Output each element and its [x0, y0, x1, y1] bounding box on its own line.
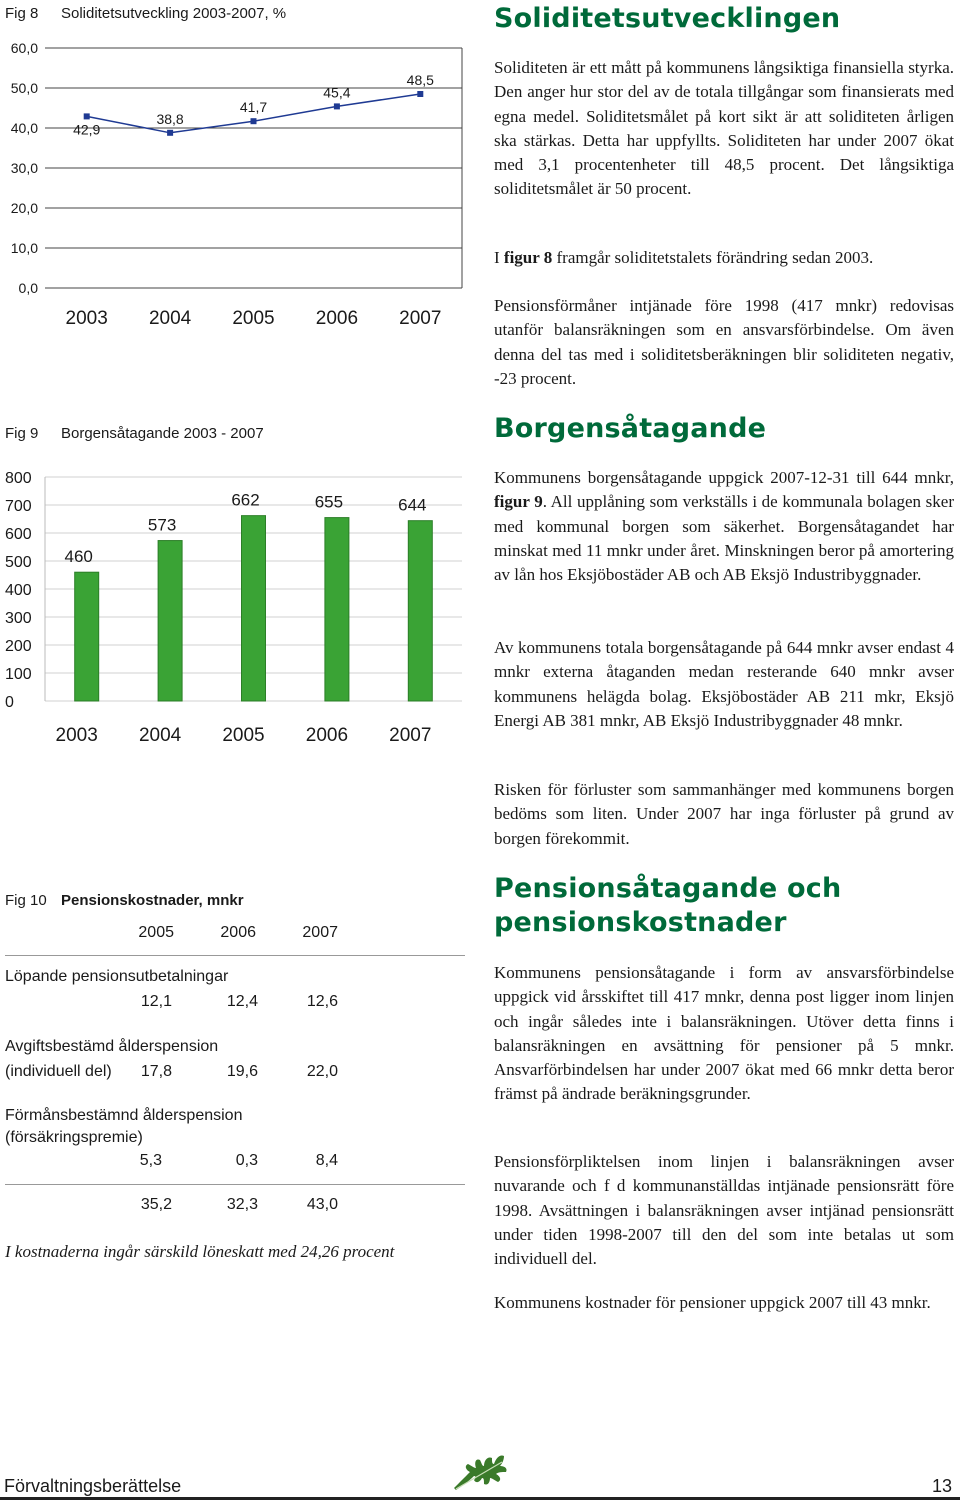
fig8-ytick-label: 50,0: [10, 80, 38, 96]
fig9-ytick-label: 300: [5, 610, 32, 627]
figur8-reference: figur 8: [503, 248, 553, 267]
fig8-ytick-label: 40,0: [10, 120, 38, 136]
fig8-data-label: 38,8: [156, 110, 184, 127]
fig10-row2-label2: (individuell del): [5, 1063, 112, 1080]
fig10-row2-label: Avgiftsbestämd ålderspension: [5, 1038, 219, 1055]
fig8-point: [167, 130, 173, 136]
fig10-row1-2005: 12,1: [140, 993, 172, 1010]
fig8-number: Fig 8: [5, 5, 39, 22]
fig10-row1-2006: 12,4: [226, 993, 258, 1010]
fig8-point: [417, 91, 423, 97]
para-borgen-fordelning: Av kommunens totala borgensåtagande på 644 mnkr avser endast 4 mnkr externa åtaganden medan resterande 640 mnkr avser kommunens helägda bolag. Eksjöbostäder AB 211 mkr, Eksjö Energi AB 381 mnkr, AB Eksjö Industribyggnader 48 mnkr.: [494, 638, 954, 730]
fig9-xtick-label: 2005: [222, 725, 265, 746]
fig10-row3-2005: 5,3: [139, 1152, 162, 1169]
fig9-xtick-label: 2003: [55, 725, 98, 746]
fig9-data-label: 662: [231, 490, 260, 510]
fig9-caption: [5, 425, 264, 442]
fig8-caption: [5, 5, 286, 22]
fig9-ytick-label: 600: [5, 526, 32, 543]
oak-leaf-icon: [446, 1438, 516, 1494]
fig8-ytick-label: 0,0: [18, 280, 38, 296]
fig10-row2-2006: 19,6: [226, 1063, 258, 1080]
fig10-row1-2007: 12,6: [306, 993, 338, 1010]
fig8-ytick-label: 60,0: [10, 40, 38, 56]
heading-soliditetsutvecklingen: Soliditetsutvecklingen: [494, 3, 841, 34]
fig10-row2-2005: 17,8: [140, 1063, 172, 1080]
fig8-ytick-label: 30,0: [10, 160, 38, 176]
fig9-ytick-label: 800: [5, 470, 32, 487]
fig8-xtick-label: 2003: [65, 308, 108, 329]
fig8-xtick-label: 2006: [315, 308, 359, 329]
fig8-data-label: 45,4: [323, 84, 351, 101]
para-borgen-text-a: Kommunens borgensåtagande uppgick 2007-12-31 till 644 mnkr,: [494, 468, 954, 487]
fig8-line-chart: [0, 30, 470, 340]
fig8-data-label: 42,9: [73, 121, 101, 138]
footer-section-title: Förvaltningsberättelse: [4, 1476, 182, 1496]
fig8-ytick-label: 10,0: [10, 240, 38, 256]
fig10-year-2006: 2006: [220, 924, 256, 941]
fig9-ytick-label: 200: [5, 638, 32, 655]
para-borgen-uppgick: [494, 466, 954, 587]
fig10-total-2005: 35,2: [140, 1196, 172, 1213]
fig10-year-2005: 2005: [138, 924, 174, 941]
fig9-xtick-label: 2004: [138, 725, 182, 746]
fig9-data-label: 655: [314, 492, 344, 512]
para-pensionsatagande: Kommunens pensionsåtagande i form av ansvarsförbindelse uppgick vid årsskiftet till 417 mnkr, denna post ligger inom linjen och ingår således inte i balansräkningen. Utöver detta finns i balansräkningen en avsättning för pensioner på 5 mnkr. Ansvarförbindelsen har under 2007 ökat med 66 mnkr detta beror främst på ändrade beräkningsgrunder.: [494, 963, 954, 1104]
fig8-xtick-label: 2004: [148, 308, 192, 329]
figur9-reference: figur 9: [494, 492, 543, 512]
fig10-year-2007: 2007: [302, 924, 338, 941]
fig10-total-2007: 43,0: [306, 1196, 338, 1213]
heading-pensionsatagande: Pensionsåtagande och pensionskostnader: [494, 873, 842, 938]
para-figur8-ref: [494, 246, 954, 270]
fig8-data-label: 48,5: [406, 72, 434, 88]
fig9-ytick-label: 0: [5, 694, 14, 711]
fig10-row3-label: Förmånsbestämnd ålderspension: [5, 1107, 243, 1124]
fig10-total-2006: 32,3: [226, 1196, 258, 1213]
fig8-point: [251, 118, 257, 124]
footer-page-number: 13: [931, 1476, 952, 1496]
fig9-data-label: 644: [398, 495, 427, 515]
fig9-bar: [408, 521, 432, 701]
para-borgen-text-c: . All upplåning som verkställs i de kommunala bolagen sker med kommunal borgen som säkerhet. Borgensåtagandet har minskat med 11 mnkr under året. Minskningen beror på amortering av lån hos Eksjöbostäder AB och AB Eksjö Industribyggnader.: [494, 492, 954, 585]
para-figur8-text-a: I: [494, 248, 504, 267]
fig10-row3-2006: 0,3: [235, 1152, 258, 1169]
fig9-data-label: 460: [64, 547, 93, 567]
fig10-row2-2007: 22,0: [306, 1063, 338, 1080]
fig9-ytick-label: 400: [5, 582, 32, 599]
footer-rule: [0, 1497, 960, 1500]
fig9-ytick-label: 100: [5, 666, 32, 683]
fig10-row3-2007: 8,4: [315, 1152, 338, 1169]
fig9-bar: [75, 572, 99, 701]
fig10-title: Pensionskostnader, mnkr: [61, 892, 244, 909]
fig8-ytick-label: 20,0: [10, 200, 38, 216]
fig8-xtick-label: 2005: [232, 308, 275, 329]
heading-borgensatagande: Borgensåtagande: [494, 413, 767, 444]
fig9-xtick-label: 2007: [389, 725, 432, 746]
fig9-title: Borgensåtagande 2003 - 2007: [61, 425, 264, 442]
fig9-number: Fig 9: [5, 425, 39, 442]
fig9-bar-chart: [0, 465, 470, 755]
fig10-row3-label2: (försäkringspremie): [5, 1129, 143, 1146]
fig10-number: Fig 10: [5, 892, 47, 909]
para-borgen-risk: Risken för förluster som sammanhänger med kommunens borgen bedöms som liten. Under 2007 har inga förluster på grund av borgen förekommit.: [494, 780, 954, 848]
fig9-xtick-label: 2006: [305, 725, 349, 746]
fig9-bar: [158, 541, 182, 701]
fig9-bar: [325, 518, 349, 701]
fig8-point: [334, 103, 340, 109]
fig8-data-label: 41,7: [239, 99, 268, 116]
fig9-bar: [242, 516, 266, 701]
fig9-ytick-label: 500: [5, 554, 32, 571]
para-pensionskostnader: Kommunens kostnader för pensioner uppgick 2007 till 43 mnkr.: [494, 1293, 931, 1312]
fig9-data-label: 573: [147, 515, 177, 535]
fig8-point: [84, 113, 90, 119]
fig9-ytick-label: 700: [5, 498, 32, 515]
para-pensionsforpliktelse: Pensionsförpliktelsen inom linjen i balansräkningen avser nuvarande och f d kommunanställdas intjänade pensionsrätt före 1998. Avsättningen i balansräkningen avser intjänad pensionsrätt under tiden 1998-2007 till den del som inte betalas ut som individuell del.: [494, 1152, 954, 1269]
fig10-note: I kostnaderna ingår särskild löneskatt med 24,26 procent: [5, 1242, 395, 1261]
fig10-caption: [5, 892, 244, 909]
fig8-xtick-label: 2007: [399, 308, 442, 329]
fig10-header-rule: [5, 955, 465, 956]
para-soliditet-intro: Soliditeten är ett mått på kommunens långsiktiga finansiella styrka. Den anger hur stor del av de totala tillgångar som finansierats med egna medel. Soliditetsmålet på kort sikt är att soliditeten årligen ska stärkas. Detta har uppfyllts. Soliditeten har under 2007 ökat med 3,1 procentenheter till 48,5 procent. Det långsiktiga soliditetsmålet är 50 procent.: [494, 58, 954, 199]
fig10-total-rule: [5, 1184, 465, 1185]
para-figur8-text-c: framgår soliditetstalets förändring sedan 2003.: [552, 248, 874, 267]
fig8-title: Soliditetsutveckling 2003-2007, %: [61, 5, 287, 22]
fig10-row1-label: Löpande pensionsutbetalningar: [5, 968, 229, 985]
para-pensionsformaner: Pensionsförmåner intjänade före 1998 (417 mnkr) redovisas utanför balansräkningen som en ansvarsförbindelse. Om även denna del tas med i soliditetsberäkningen blir soliditeten negativ, -23 procent.: [494, 296, 954, 388]
